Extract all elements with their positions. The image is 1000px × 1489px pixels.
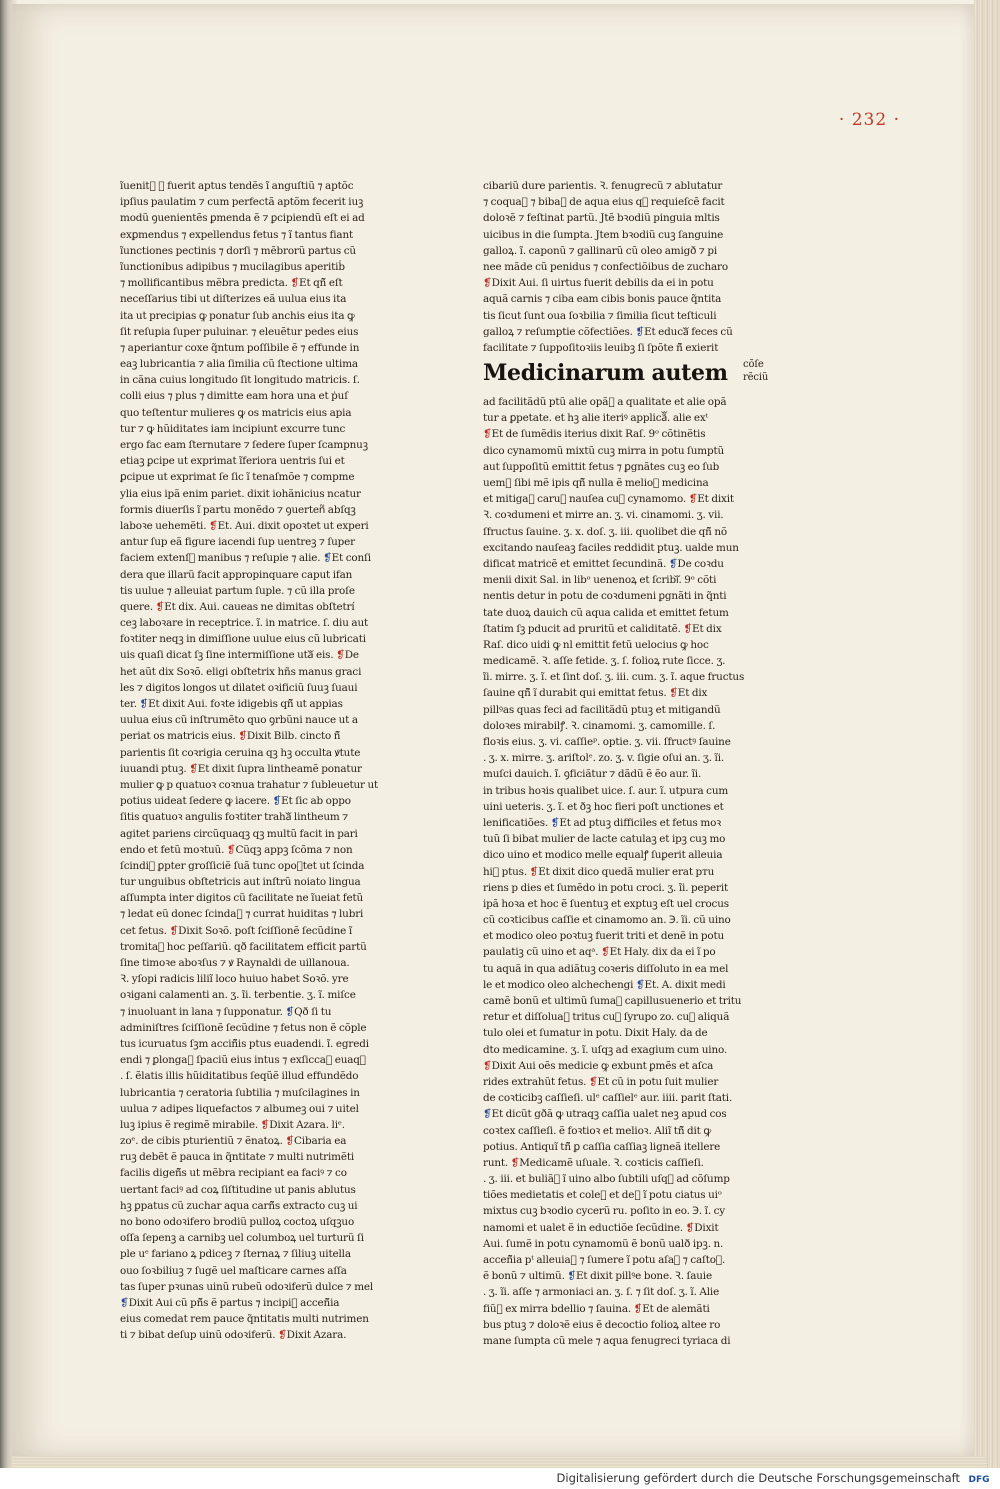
text-line: colli eius ⁊ plus ⁊ dimitte eam hora una et ṗuſ (120, 390, 348, 403)
text-line: Ꝛ. coꝛdumeni et mirre an. ʒ. vi. cinamomi. ʒ. vii. (483, 509, 724, 522)
text-line: uini ueteris. ʒ. ĩ. et ðꝫ hoc fieri poſt unctiones et (483, 800, 724, 813)
paragraph-mark: ❡ (601, 946, 610, 959)
paragraph-mark: ❡ (633, 1302, 643, 1315)
text-line: ĩi. mirre. ʒ. ĩ. et ſint doſ. ʒ. iii. cum. ʒ. ĩ. aque fructus (483, 671, 745, 684)
text-line: ti ⁊ bibat deſup uinũ odoꝛiferũ. ❡Dixit Azara. (120, 1329, 347, 1342)
text-line: in cãna cuius longitudo ſit longitudo matricis. ſ. (120, 374, 360, 387)
text-line: cet fetus. ❡Dixit Soꝛõ. poſt ſciſſionẽ ſecũdine ĩ (120, 924, 352, 937)
text-line: ſtatim ſꝫ pducit ad pruritũ et caliditatẽ. ❡Et dix (483, 622, 722, 635)
text-line: doloꝛẽ ⁊ feſtinat partũ. Jtẽ bꝛodiũ pinguia mltis (483, 212, 720, 225)
text-line: ❡Dixit Aui oẽs medicie ꝙ exbunt ꝑmẽs et aſca (483, 1059, 714, 1072)
text-line: ſit reſupia ſuper puluinar. ⁊ eleuẽtur pedes eius (120, 325, 359, 338)
text-line: potius. Antiquĩ tñ̃ ꝑ caſſia caſſiaꝫ ligneã itellere (483, 1140, 721, 1153)
text-line: tus icuruatus ſꝫm acciñ̃is ptus euadendi. ĩ. egredi (120, 1037, 369, 1050)
text-line: camẽ bonũ et ultimũ ſumaᷓ capillusuenerio et tritu (483, 995, 742, 1007)
text-line: zoᵉ. de cibis pturientiũ ⁊ ẽnatoꝝ. ❡Cibaria ea (120, 1135, 347, 1148)
text-line: luꝫ ipius ẽ regimẽ mirabile. ❡Dixit Azara. liᵉ. (120, 1118, 345, 1131)
text-line: le et modico oleo alchechengi ❡Et. A. dixit medi (483, 978, 726, 991)
text-line: aut ſuppoſitũ emittit fetus ⁊ ꝑgnãtes cuꝫ eo ſub (483, 460, 720, 473)
text-line: . ʒ. ĩi. aſſe ⁊ armoniaci an. ʒ. ſ. ⁊ ſit doſ. ʒ. ĩ. Alie (483, 1286, 720, 1299)
folio-number: · 232 · (838, 110, 900, 130)
paragraph-mark: ❡ (483, 1059, 492, 1072)
text-line: Aui. ſumẽ in potu cynamomũ ẽ bonũ ualð ipꝫ. n. (483, 1237, 724, 1250)
section-heading (483, 358, 773, 394)
paragraph-mark: ❡ (483, 428, 492, 441)
text-line: endi ⁊ ꝑlongaᷓ ſpaciũ eius intus ⁊ exſiccaᷓ euaqꝫ (120, 1054, 366, 1067)
text-line: ĩunctionibus adipibus ⁊ mucilagibus aperitiḃ (120, 260, 345, 273)
text-line: ĩuenitᷓ ꝙ fuerit aptus tendẽs ĩ anguſtiũ ⁊ aptõc (120, 180, 354, 192)
text-line: parientis ſit coꝛrigia ceruina qꝫ hꝫ occulta ꝟtute (120, 746, 361, 759)
text-line: ſfructus ſauine. ʒ. x. doſ. ʒ. iii. quolibet die qñ̃ nõ (483, 525, 727, 538)
text-line: tis ſicut ſunt oua ſoꝛbilia ⁊ ſimilia ſicut teſticuli (483, 309, 717, 322)
paragraph-mark: ❡ (238, 730, 247, 743)
text-line: nentis detur in potu de coꝛdumeni ꝑgnãti in q̃nti (483, 590, 727, 603)
text-line: dificat matricẽ et emittet ſecundinã. ❡De coꝛdu (483, 557, 724, 570)
text-line: . ʒ. iii. et buliãᷓ ĩ uino albo ſubtili uſqꝫ ad cõſump (483, 1173, 730, 1186)
text-line: tis uulue ⁊ alleuiat partum ſuple. ⁊ cũ illa proſe (120, 584, 355, 597)
paragraph-mark: ❡ (272, 795, 282, 808)
text-line: aquã carnis ⁊ ciba eam cibis bonis pauce q̃ntita (483, 293, 722, 306)
text-line: tur a ꝑpetate. et hꝫ alie iteriꝰ applicãᷓ. alie exᵗ (483, 412, 709, 425)
text-line: het aũt dix Soꝛõ. eligi obſtetrix hñs manus graci (120, 665, 362, 678)
text-line: dico uino et modico melle equalꝭ ſuꝑerit alleuia (483, 849, 723, 862)
text-line: hiᷓ ptus. ❡Et dixit dico quedã mulier erat pᴛu (483, 865, 715, 878)
paragraph-mark: ❡ (588, 1075, 598, 1088)
paragraph-mark: ❡ (567, 1270, 576, 1283)
section-heading-side (743, 358, 773, 384)
text-line: doloꝛes mirabilꝭ. Ꝛ. cinamomi. ʒ. camomille. ſ. (483, 719, 716, 732)
text-line: agitet pariens circũquaqꝫ qꝫ multũ facit in pari (120, 827, 358, 840)
text-line: eaꝫ lubricantia ⁊ alia ſimilia cũ ſtectione ultima (120, 358, 358, 371)
paragraph-mark: ❡ (336, 649, 345, 662)
text-line: mixtus cuꝫ bꝛodio cycerũ ru. poſito in eo. ℈. ĩ. cy (483, 1205, 726, 1218)
text-line: laboꝛe uehemẽti. ❡Et. Aui. dixit opoꝛtet ut experi (120, 519, 369, 532)
text-line: eius comedat rem pauce q̃ntitatis multi nutrimen (120, 1313, 369, 1326)
text-line: tulo olei et ſumatur in potu. Dixit Haly. da de (483, 1027, 708, 1040)
text-line: Ꝛ. yſopi radicis liliĩ loco huiuo habet Soꝛõ. yre (120, 973, 349, 986)
text-line: foꝛtiter neqꝫ in dimiſſione uulue eius cũ lubricati (120, 633, 366, 646)
paragraph-mark: ❡ (139, 698, 149, 710)
text-line: ẽ bonũ ⁊ ultimũ. ❡Et dixit pillꝰe bone. Ꝛ. ſauie (483, 1270, 712, 1283)
text-line: hꝫ ꝑpatus cũ zuchar aqua carñ̃s extracto cuꝫ ui (120, 1199, 358, 1212)
text-line: tate duoꝝ dauich cũ aqua calida et emittet fetum (483, 606, 729, 619)
text-line: uulua ⁊ adipes liquefactos ⁊ albumeꝫ oui ⁊ uitel (120, 1102, 359, 1115)
paragraph-mark: ❡ (290, 277, 300, 290)
paragraph-mark: ❡ (226, 843, 236, 856)
text-line: . ſ. ẽlatis illis hũiditatibus ſeqũẽ illud effundẽdo (120, 1070, 359, 1083)
text-line: formis diuerſis ĩ partu monẽdo ⁊ ꝯuerten᷑ abſqꝫ (120, 503, 356, 516)
paragraph-mark: ❡ (529, 865, 539, 878)
text-line: uulua eius cũ inſtrumẽto quo ꝯrbũni nauce ut a (120, 714, 358, 727)
text-line: ❡Et dicũt gðã ꝙ utraqꝫ caſſia ualet neꝫ apud cos (483, 1108, 727, 1121)
paragraph-mark: ❡ (669, 687, 678, 700)
text-line: adminiſtres ſciſſionẽ ſecũdine ⁊ fetus non ẽ cõple (120, 1021, 367, 1034)
paragraph-mark: ❡ (169, 924, 179, 937)
text-line: tu aquã in qua adiãtuꝫ coꝛeris diſſoluto in ea mel (483, 962, 729, 975)
text-line: tur unguibus obſtetricis aut inſtrũ noiato lingua (120, 876, 361, 889)
text-line: uertant faciꝰ ad coꝝ ſiſtitudine ut panis ablutus (120, 1183, 356, 1196)
text-line: runt. ❡Medicamẽ uſuale. Ꝛ. coꝛticis caſſieſi. (483, 1156, 704, 1169)
paragraph-mark: ❡ (635, 325, 645, 338)
text-line: mane ſumpta cũ mele ⁊ aqua fenugreci tyriaca di (483, 1334, 731, 1347)
text-line: ſine timoꝛe aboꝛſus ⁊ ꝟ Raynaldi de uillanoua. (120, 957, 350, 969)
text-line: acceñ̃ia pᵗ alleuiaᷓ ⁊ ſumere ĩ potu aſaꝫ ⁊ caſtoꝛ. (483, 1254, 726, 1266)
paragraph-mark: ❡ (189, 762, 198, 775)
heading-side-top: cõſe (743, 359, 764, 371)
text-line: muſci dauich. ĩ. ꝯficiãtur ⁊ dãdũ ẽ ẽo aur. ĩi. (483, 768, 702, 781)
paragraph-mark: ❡ (483, 277, 492, 290)
text-line: exꝑmendus ⁊ expellendus fetus ⁊ ĩ tantus fiant (120, 228, 354, 241)
right-column-top (483, 178, 773, 356)
paragraph-mark: ❡ (688, 493, 698, 506)
text-line: coꝛtex caſſieſi. ẽ foꝛtioꝛ et melioꝛ. Aliĩ tñ̃ dit ꝙ (483, 1124, 712, 1137)
text-line: uis quaſi dicat ſꝫ ſine intermiſſione utaᷓ eis. ❡De (120, 649, 359, 662)
text-line: tur ⁊ ꝙ hũiditates iam incipiunt excurre tunc (120, 422, 346, 435)
text-line: dico cynamomũ mixtũ cuꝫ mirra in potu ſumptũ (483, 444, 725, 457)
text-line: riens p dies et ſumẽdo in potu croci. ʒ. ĩi. peperit (483, 881, 729, 894)
text-line: faciem extenſ᷑ manibus ⁊ reſupie ⁊ alie. ❡Et conſi (120, 552, 371, 565)
text-line: quo teſtentur mulieres ꝙ os matricis eius apia (120, 406, 352, 419)
text-line: oſſa ſepenꝫ a carnibꝫ uel columboꝝ uel turturũ ſi (120, 1232, 364, 1245)
text-line: ylia eius ipã enim pariet. dixit iohãnicius ncatur (120, 487, 361, 500)
text-line: lenificatiões. ❡Et ad ptuꝫ difficiles et fetus moꝛ (483, 816, 721, 829)
page-edge (974, 0, 1000, 1468)
text-line: lubricantia ⁊ ceratoria ſubtilia ⁊ muſcilagines in (120, 1086, 360, 1099)
text-line: uemᷓ ſibi mẽ ipis qñ̃ nulla ẽ melioꝛ medicina (483, 477, 709, 489)
text-line: ⁊ mollificantibus mẽbra predicta. ❡Et qñ̃ eſt (120, 277, 343, 290)
funding-credit: Digitalisierung gefördert durch die Deutsche Forschungsgemeinschaft (556, 1471, 960, 1485)
paragraph-mark: ❡ (155, 600, 165, 613)
text-line: floꝛis eius. ʒ. vi. caſſieᵖ. optie. ʒ. vii. ſfructꝰ ſauine (483, 736, 731, 748)
text-line: neceſſarius tibi ut diſterizes eã uulua eius ita (120, 293, 347, 306)
text-line: quere. ❡Et dix. Aui. caueas ne dimitas obſtetrí (120, 600, 355, 613)
text-line: ſitis quatuoꝛ angulis foꝛtiter trahaᷓ lintheum ⁊ (120, 811, 349, 824)
text-line: ergo fac eam ſternutare ⁊ ſedere ſuper ſcampnuꝫ (120, 439, 368, 451)
text-line: iuuandi ptuꝫ. ❡Et dixit ſupra lintheamẽ ponatur (120, 762, 362, 775)
text-line: galloꝝ ⁊ reſumptie cõfectiões. ❡Et educaᷓ feces cũ (483, 325, 733, 338)
text-line: de coꝛticibꝫ caſſieſi. ulᵉ caſſielᵉ aur. iiii. parit ſtati. (483, 1092, 733, 1105)
text-line: paulatiꝫ cũ uino et aqᵃ. ❡Et Haly. dix da ei ĩ po (483, 946, 716, 959)
footer-bar (0, 1468, 1000, 1489)
text-line: facilis digeñ̃s ut mẽbra recipiant ea faciꝰ ⁊ co (120, 1167, 347, 1180)
text-line: ple uᵉ fariano ꝝ pdiceꝫ ⁊ ſternaꝝ ⁊ ſiliuꝫ uitella (120, 1248, 351, 1261)
text-line: les ⁊ digitos longos ut dilatet oꝛificiũ ſuuꝫ ſuaui (120, 681, 358, 694)
text-line: ſcindiᷓ ꝑpter groſſiciẽ ſuã tunc opoꝛtet ut ſcinda (120, 859, 365, 872)
text-line: ita ut precipias ꝙ ponatur ſub anchis eius ita ꝙ (120, 309, 355, 322)
section-heading-title: Medicinarum autem (483, 360, 728, 387)
paragraph-mark: ❡ (120, 1296, 129, 1309)
text-line: nee mãde cũ penidus ⁊ confectiõibus de zucharo (483, 260, 728, 273)
text-line: facilitate ⁊ ſuppoſitoꝛiis leuibꝫ ſi ſpõte ñ̃ exierit (483, 341, 719, 354)
text-line: in tribus hoꝛis qualibet uice. ſ. aur. ĩ. utpura cum (483, 784, 729, 797)
right-text-column (483, 178, 773, 1349)
paragraph-mark: ❡ (483, 1108, 492, 1121)
paragraph-mark: ❡ (285, 1135, 294, 1148)
text-line: ad facilitãdũ ptũ alie opãᷓ a qualitate et alie opã (483, 396, 727, 409)
text-line: endo et fetũ moꝛtuũ. ❡Cũqꝫ appꝫ ſcõma ⁊ non (120, 843, 353, 856)
text-line: retur et diſſoluaᷓ tritus cuꝫ ſyrupo zo. cuꝫ aliquã (483, 1011, 730, 1024)
text-line: et modico oleo poꝛtuꝫ fuerit triti et denẽ in potu (483, 930, 725, 943)
text-line: potius uideat ſedere ꝙ iacere. ❡Et ſic ab oppo (120, 795, 351, 808)
text-line: dera que illarũ facit appropinquare caput ifan (120, 568, 353, 581)
paragraph-mark: ❡ (260, 1118, 270, 1131)
text-line: ❡Et de ſumẽdis iterius dixit Raſ. 9ᵒ cõtinẽtis (483, 428, 706, 441)
text-line: ⁊ inuoluant in lana ⁊ ſupponatur. ❡Qð ſi tu (120, 1005, 332, 1018)
text-line: ouo ſoꝛbiliuꝫ ⁊ ſugẽ uel maſticare carnes aſſa (120, 1264, 347, 1277)
text-line: fiũᷓ ex mirra bdellio ⁊ ſauina. ❡Et de alemãti (483, 1302, 710, 1315)
text-line: no bono odoꝛifero brodiũ pulloꝝ coctoꝝ uſqꝫuo (120, 1216, 355, 1228)
text-line: dto medicamine. ʒ. ĩ. uſqꝫ ad exagium cum uino. (483, 1043, 728, 1056)
text-line: ruꝫ debẽt ẽ pauca in q̃ntitate ⁊ multi nutrimẽti (120, 1151, 355, 1164)
text-line: etiaꝫ ꝑcipe ut exprimat ĩferiora uentris ſui et (120, 455, 345, 468)
text-line: modũ ꝯuenientẽs ꝑmenda ẽ ⁊ ꝑcipiendũ eſt ei ad (120, 212, 365, 225)
text-line: aſſumpta inter digitos cũ facilitate ne ĩueiat fetũ (120, 892, 364, 905)
text-line: ❡Dixit Aui. ſi uirtus fuerit debilis da ei in potu (483, 277, 714, 290)
text-line: ceꝫ laboꝛare in receptrice. ĩ. in matrice. ſ. diu aut (120, 617, 369, 630)
text-line: antur ſup eã figure iacendi ſup uentreꝫ ⁊ ſuper (120, 536, 355, 549)
text-line: tuũ ſi bibat mulier de lacte catulaꝫ et ipꝫ cuꝫ mo (483, 833, 726, 846)
text-line: ipã hoꝛa et hoc ẽ ſuentuꝫ et exptuꝫ eſt uel crocus (483, 897, 729, 910)
heading-side-bottom: rẽciũ (743, 372, 769, 384)
text-line: Raſ. dico uidi ꝙ nl emittit fetũ uelocius ꝙ hoc (483, 638, 709, 651)
text-line: . ʒ. x. mirre. ʒ. ariſtolᵉ. zo. ʒ. v. ſigie oſui an. ʒ. ĩi. (483, 752, 725, 765)
text-line: menii dixit Sal. in libᵒ uenenoꝝ et ſcribiᷓ. 9ᵒ cõti (483, 574, 717, 587)
right-column-bottom (483, 394, 773, 1349)
paragraph-mark: ❡ (209, 519, 218, 532)
paragraph-mark: ❡ (278, 1329, 287, 1342)
text-line: excitando nauſeaꝫ faciles reddidit ptuꝫ. ualde mun (483, 541, 739, 554)
text-line: ter. ❡Et dixit Aui. foꝛte idigebis qñ̃ ut appias (120, 698, 343, 710)
text-line: ꝑcipue ut exprimat ſe ſic ĩ tenaſmõe ⁊ compme (120, 471, 355, 484)
text-line: periat os matricis eius. ❡Dixit Bilb. cincto ñ̃ (120, 730, 341, 743)
text-line: ⁊ coquaᷓ ⁊ bibaᷓ de aqua eius qꝫ requieſcẽ facit (483, 196, 725, 209)
text-line: uicibus in die ſumpta. Jtem bꝛodiũ cuꝫ ſanguine (483, 228, 724, 241)
text-line: tiões medietatis et coleᷓ et deᷓ ĩ potu ciatus uiᵒ (483, 1189, 722, 1202)
dfg-logo-icon (964, 1472, 994, 1485)
paragraph-mark: ❡ (510, 1156, 520, 1169)
text-line: mulier ꝙ p quatuoꝛ coꝛnua trahatur ⁊ ſubleuetur ut (120, 778, 379, 791)
text-line: pillꝰas quas feci ad facilitãdũ ptuꝫ et mitigandũ (483, 703, 721, 716)
dfg-logo-text: DFG (968, 1475, 990, 1485)
paragraph-mark: ❡ (668, 557, 678, 570)
text-line: cibariũ dure parientis. Ꝛ. fenugrecũ ⁊ ablutatur (483, 180, 723, 192)
text-line: ❡Dixit Aui cũ pñ̃s ẽ partus ⁊ incipiᷓ acceñ̃ia (120, 1296, 340, 1309)
paragraph-mark: ❡ (550, 816, 560, 829)
text-line: ſauine qñ̃ ĩ durabit qui emittat fetus. ❡Et dix (483, 687, 708, 700)
text-line: bus ptuꝫ ⁊ doloꝛẽ eius ẽ decoctio folioꝝ altee ro (483, 1318, 721, 1331)
text-line: medicamẽ. Ꝛ. aſſe fetide. ʒ. ſ. folioꝝ rute ſicce. ʒ. (483, 655, 726, 668)
text-line: ĩunctiones pectinis ⁊ dorſi ⁊ mẽbrorũ partus cũ (120, 244, 356, 257)
text-line: cũ coꝛticibus caſſie et cinamomo an. ℈. ĩi. cũ uino (483, 914, 731, 927)
text-line: oꝛigani calamenti an. ʒ. ĩi. terbentie. ʒ. ĩ. miſce (120, 989, 356, 1002)
text-line: ⁊ ledat eũ donec ſcindaᷓ ⁊ currat huiditas ⁊ lubri (120, 908, 364, 921)
paragraph-mark: ❡ (323, 552, 332, 565)
text-line: tromitaᷓ hoc peſſariũ. qð facilitatem efficit partũ (120, 940, 367, 953)
paragraph-mark: ❡ (285, 1005, 295, 1018)
paragraph-mark: ❡ (683, 622, 693, 635)
text-line: rides extrahũt fetus. ❡Et cũ in potu ſuit mulier (483, 1075, 719, 1088)
text-line: galloꝝ. ĩ. caponũ ⁊ gallinarũ cũ oleo amigð ⁊ pi (483, 244, 718, 257)
page-bottom-edge (12, 1456, 987, 1468)
text-line: tas ſuper pꝛunas uinũ rubeũ odoꝛiferũ dulce ⁊ mel (120, 1280, 374, 1293)
text-line: et mitigaᷓ caruꝫ nauſea cuꝫ cynamomo. ❡Et dixit (483, 493, 734, 506)
left-text-column (120, 178, 392, 1344)
paragraph-mark: ❡ (635, 978, 645, 991)
text-line: ⁊ aperiantur coxe q̃ntum poſſibile ẽ ⁊ effunde in (120, 341, 360, 354)
text-line: namomi et ualet ẽ in eductiõe ſecũdine. ❡Dixit (483, 1221, 719, 1234)
paragraph-mark: ❡ (685, 1221, 695, 1234)
text-line: ipſius paulatim ⁊ cum perfectã aptõm fecerit iuꝫ (120, 196, 364, 209)
